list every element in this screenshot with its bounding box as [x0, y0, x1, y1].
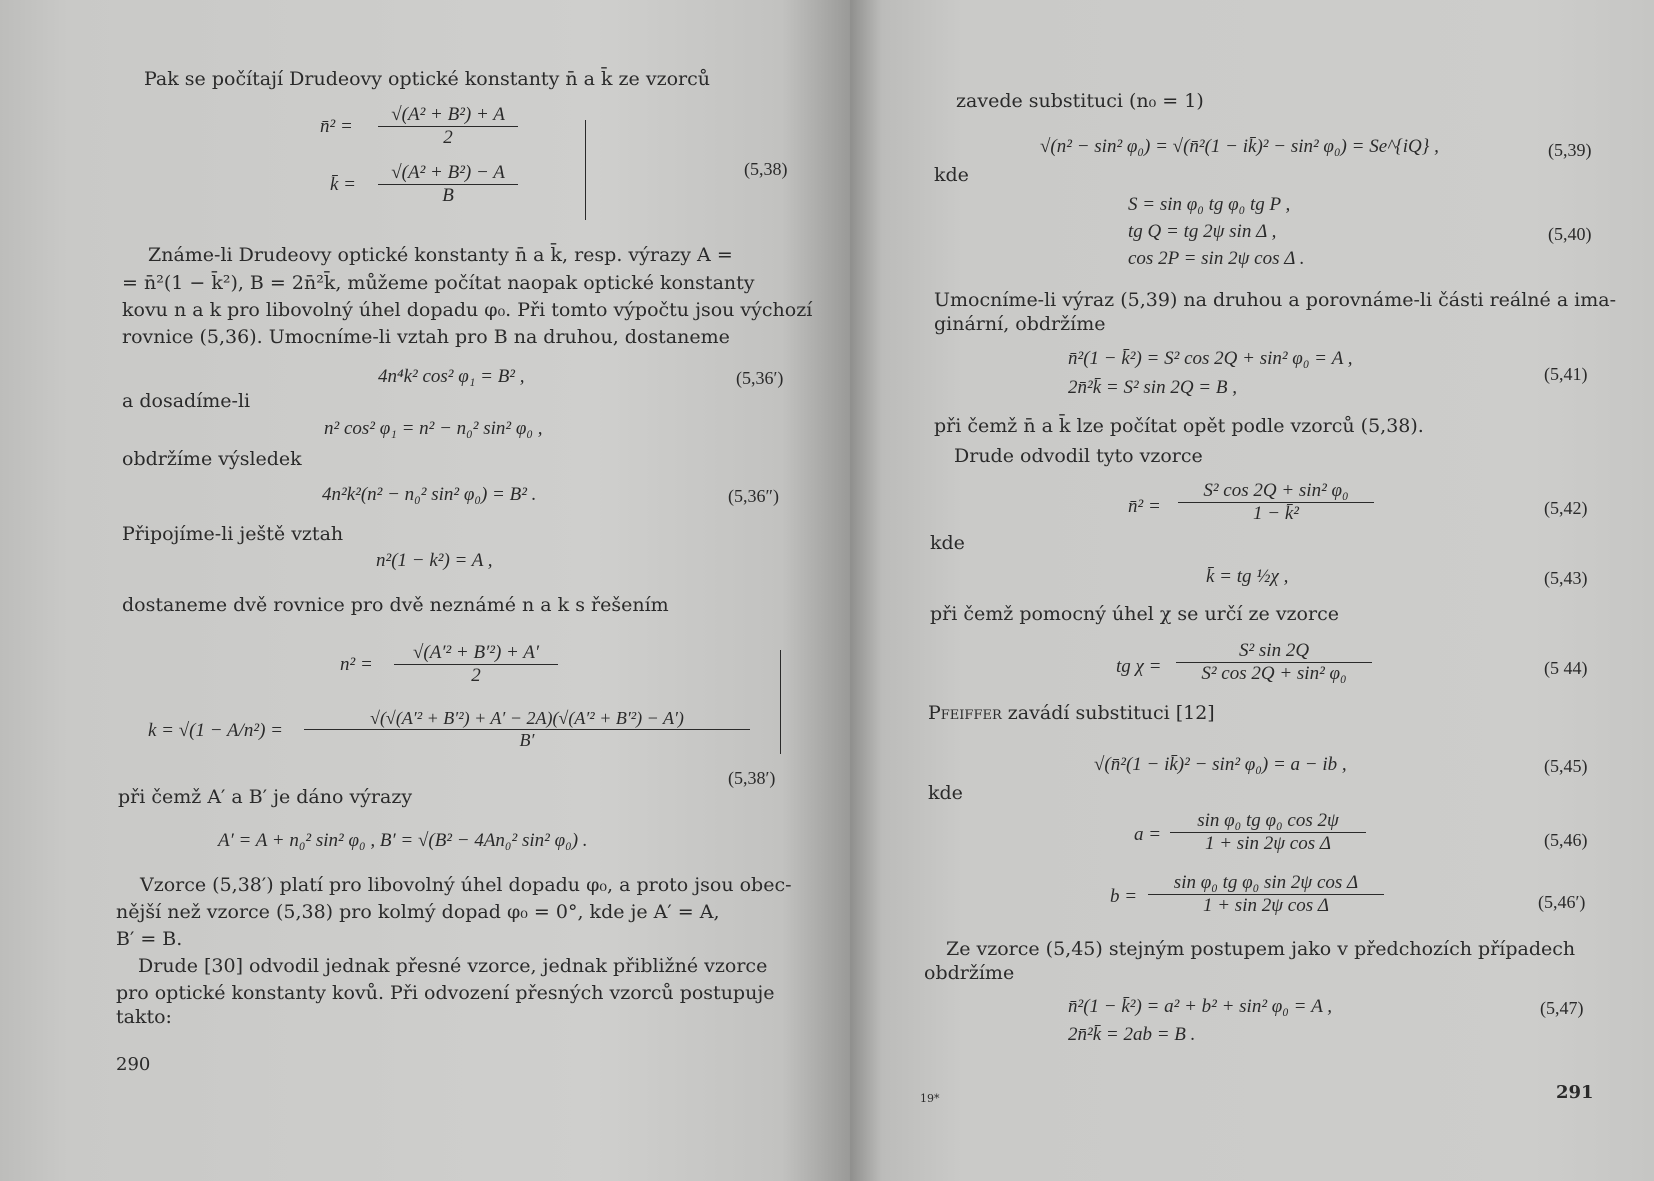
eq-538p-lhs: n² = [340, 654, 373, 675]
page-number-right: 291 [1556, 1082, 1594, 1103]
author-name: Pfeiffer [928, 702, 1002, 724]
eq-544-denominator: S² cos 2Q + sin² φ₀ [1176, 662, 1372, 685]
eq-541a: n̄²(1 − k̄²) = S² cos 2Q + sin² φ₀ = A , [1068, 348, 1353, 369]
line-pricemz: při čemž n̄ a k̄ lze počítat opět podle vzorců (5,38). [934, 415, 1424, 437]
eq-543-number: (5,43) [1544, 568, 1588, 588]
text-obdrzime: obdržíme výsledek [122, 448, 302, 470]
eq-536-double-prime: 4n²k²(n² − n₀² sin² φ₀) = B² . [322, 484, 537, 505]
eq-539: √(n² − sin² φ₀) = √(n̄²(1 − ik̄)² − sin² φ₀) = Se^{iQ} , [1040, 136, 1439, 157]
para3-line2: pro optické konstanty kovů. Při odvození přesných vzorců postupuje [116, 982, 775, 1004]
eq-540-number: (5,40) [1548, 224, 1592, 244]
eq-538-number: (5,38) [744, 159, 788, 179]
eq-ab: A′ = A + n₀² sin² φ₀ , B′ = √(B² − 4An₀² sin² φ₀) . [218, 830, 588, 851]
eq-539-number: (5,39) [1548, 140, 1592, 160]
eq-538b-denominator: B [378, 184, 518, 207]
eq-cos: n² cos² φ₁ = n² − n₀² sin² φ₀ , [324, 418, 543, 439]
eq-538-brace [585, 120, 586, 220]
eq-nk: n²(1 − k²) = A , [376, 550, 493, 571]
eq-546-lhs: a = [1134, 824, 1162, 845]
eq-541b: 2n̄²k̄ = S² sin 2Q = B , [1068, 377, 1237, 398]
para-umoc-line1: Umocníme-li výraz (5,39) na druhou a porovnáme-li části reálné a ima- [934, 289, 1617, 311]
eq-538a-numerator: √(A² + B²) + A [391, 104, 505, 125]
eq-544-numerator: S² sin 2Q [1238, 640, 1310, 661]
para1-line1: Známe-li Drudeovy optické konstanty n̄ a k̄, resp. výrazy A = [148, 244, 733, 266]
eq-538a-denominator: 2 [378, 126, 518, 149]
eq-546-denominator: 1 + sin 2ψ cos Δ [1170, 832, 1366, 855]
eq-538p-denominator: 2 [394, 664, 558, 687]
eq-541-number: (5,41) [1544, 364, 1588, 384]
kde-2: kde [930, 532, 965, 554]
eq-546-numerator: sin φ₀ tg φ₀ cos 2ψ [1197, 810, 1339, 831]
eq-538b-fraction [378, 162, 518, 207]
eq-542-denominator: 1 − k̄² [1178, 502, 1374, 525]
eq-536-prime-number: (5,36′) [736, 368, 784, 388]
line-pomocny: při čemž pomocný úhel χ se určí ze vzorce [930, 603, 1339, 625]
eq-546p-number: (5,46′) [1538, 892, 1586, 912]
eq-538q-denominator: B′ [304, 729, 750, 751]
para1-line2: = n̄²(1 − k̄²), B = 2n̄²k̄, můžeme počítat naopak optické konstanty [122, 272, 755, 294]
eq-536-double-prime-number: (5,36″) [728, 486, 779, 506]
page-number-left: 290 [116, 1054, 151, 1075]
line-drude: Drude odvodil tyto vzorce [954, 445, 1203, 467]
eq-542-lhs: n̄² = [1128, 496, 1161, 517]
eq-545-number: (5,45) [1544, 756, 1588, 776]
pfeiffer-rest: zavádí substituci [12] [1001, 702, 1215, 724]
eq-538q-fraction [304, 708, 750, 751]
para-umoc-line2: ginární, obdržíme [934, 313, 1106, 335]
text-pricemz: při čemž A′ a B′ je dáno výrazy [118, 786, 413, 808]
para3-line1: Drude [30] odvodil jednak přesné vzorce, jednak přibližné vzorce [138, 955, 768, 977]
para1-line4: rovnice (5,36). Umocníme-li vztah pro B na druhou, dostaneme [122, 326, 730, 348]
eq-538p-numerator: √(A′² + B′²) + A′ [412, 642, 540, 663]
eq-536-prime: 4n⁴k² cos² φ₁ = B² , [378, 366, 525, 387]
eq-540c: cos 2P = sin 2ψ cos Δ . [1128, 248, 1305, 269]
text-dostaneme: dostaneme dvě rovnice pro dvě neznámé n a k s řešením [122, 594, 669, 616]
eq-546-number: (5,46) [1544, 830, 1588, 850]
kde-3: kde [928, 782, 963, 804]
kde-1: kde [934, 164, 969, 186]
para-ze-line1: Ze vzorce (5,45) stejným postupem jako v předchozích případech [946, 938, 1576, 960]
intro-text: Pak se počítají Drudeovy optické konstanty n̄ a k̄ ze vzorců [144, 68, 710, 90]
eq-538a-lhs: n̄² = [320, 116, 353, 137]
line-zavede: zavede substituci (n₀ = 1) [956, 90, 1204, 112]
eq-547a: n̄²(1 − k̄²) = a² + b² + sin² φ₀ = A , [1068, 996, 1332, 1017]
right-page [850, 0, 1654, 1181]
text-pripojime: Připojíme-li ještě vztah [122, 523, 344, 545]
line-pfeiffer [928, 700, 1215, 726]
para-ze-line2: obdržíme [924, 962, 1015, 984]
signature-mark: 19* [920, 1092, 940, 1105]
eq-546p-fraction [1148, 872, 1384, 917]
eq-538q-numerator: √(√(A′² + B′²) + A′ − 2A)(√(A′² + B′²) − A′) [370, 708, 684, 728]
para2-line3: B′ = B. [116, 928, 183, 950]
para2-line2: nější než vzorce (5,38) pro kolmý dopad φ₀ = 0°, kde je A′ = A, [116, 901, 720, 923]
eq-538p-brace [780, 650, 781, 754]
eq-544-number: (5 44) [1544, 658, 1588, 678]
eq-546-fraction [1170, 810, 1366, 855]
eq-544-lhs: tg χ = [1116, 656, 1162, 677]
eq-546p-denominator: 1 + sin 2ψ cos Δ [1148, 894, 1384, 917]
eq-542-number: (5,42) [1544, 498, 1588, 518]
eq-545: √(n̄²(1 − ik̄)² − sin² φ₀) = a − ib , [1094, 754, 1347, 775]
eq-538a-fraction [378, 104, 518, 149]
eq-540a: S = sin φ₀ tg φ₀ tg P , [1128, 194, 1291, 215]
eq-542-fraction [1178, 480, 1374, 525]
eq-546p-numerator: sin φ₀ tg φ₀ sin 2ψ cos Δ [1173, 872, 1359, 893]
eq-543: k̄ = tg ½χ , [1206, 566, 1289, 587]
eq-538b-numerator: √(A² + B²) − A [391, 162, 505, 183]
eq-538b-lhs: k̄ = [330, 174, 357, 195]
eq-542-numerator: S² cos 2Q + sin² φ₀ [1203, 480, 1349, 501]
para1-line3: kovu n a k pro libovolný úhel dopadu φ₀. Při tomto výpočtu jsou výchozí [122, 299, 813, 321]
eq-544-fraction [1176, 640, 1372, 685]
eq-547-number: (5,47) [1540, 998, 1584, 1018]
eq-540b: tg Q = tg 2ψ sin Δ , [1128, 221, 1277, 242]
eq-546p-lhs: b = [1110, 886, 1138, 907]
eq-547b: 2n̄²k̄ = 2ab = B . [1068, 1024, 1196, 1045]
para2-line1: Vzorce (5,38′) platí pro libovolný úhel dopadu φ₀, a proto jsou obec- [140, 874, 792, 896]
text-dosadime: a dosadíme-li [122, 390, 251, 412]
eq-538p-number: (5,38′) [728, 768, 776, 788]
para3-line3: takto: [116, 1006, 172, 1028]
eq-538p-fraction [394, 642, 558, 687]
eq-538q-lhs: k = √(1 − A/n²) = [148, 720, 283, 741]
